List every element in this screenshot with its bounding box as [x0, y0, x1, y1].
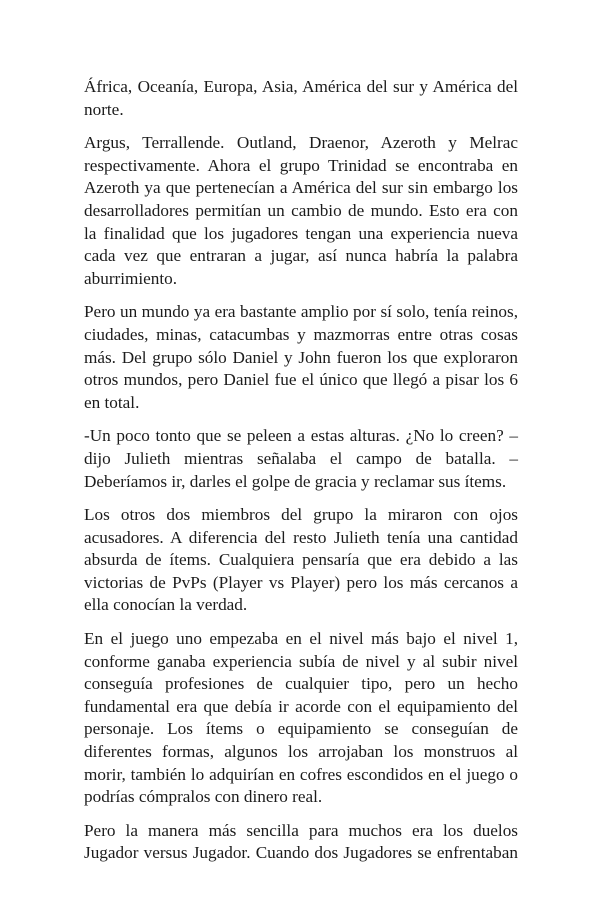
paragraph-6: En el juego uno empezaba en el nivel más bajo el nivel 1, conforme ganaba experiencia subía de nivel y al subir nivel conseguía profesiones de cualquier tipo, pero un hecho fundamental era que debía ir acorde con el equipamiento del personaje. Los ítems o equipamiento se conseguían de diferentes formas, algunos los arrojaban los monstruos al morir, también lo adquirían en cofres escondidos en el juego o podrías cómpralos con dinero real. [84, 629, 518, 807]
paragraph-5: Los otros dos miembros del grupo la miraron con ojos acusadores. A diferencia del resto Julieth tenía una cantidad absurda de ítems. Cualquiera pensaría que era debido a las victorias de PvPs (Player vs Player) pero los más cercanos a ella conocían la verdad. [84, 505, 518, 615]
paragraph-3: Pero un mundo ya era bastante amplio por sí solo, tenía reinos, ciudades, minas, catacumbas y mazmorras entre otras cosas más. Del grupo sólo Daniel y John fueron los que exploraron otros mundos, pero Daniel fue el único que llegó a pisar los 6 en total. [84, 302, 518, 412]
paragraph-2: Argus, Terrallende. Outland, Draenor, Azeroth y Melrac respectivamente. Ahora el grupo Trinidad se encontraba en Azeroth ya que pertenecían a América del sur sin embargo los desarrolladores permitían un cambio de mundo. Esto era con la finalidad que los jugadores tengan una experiencia nueva cada vez que entraran a jugar, así nunca habría la palabra aburrimiento. [84, 133, 518, 288]
paragraph-7: Pero la manera más sencilla para muchos era los duelos Jugador versus Jugador. Cuando dos Jugadores se enfrentaban [84, 820, 518, 863]
paragraph-4: -Un poco tonto que se peleen a estas alturas. ¿No lo creen? –dijo Julieth mientras señalaba el campo de batalla. –Deberíamos ir, darles el golpe de gracia y reclamar sus ítems. [84, 426, 518, 491]
document-page [84, 76, 518, 865]
paragraph-1: África, Oceanía, Europa, Asia, América del sur y América del norte. [84, 77, 518, 119]
